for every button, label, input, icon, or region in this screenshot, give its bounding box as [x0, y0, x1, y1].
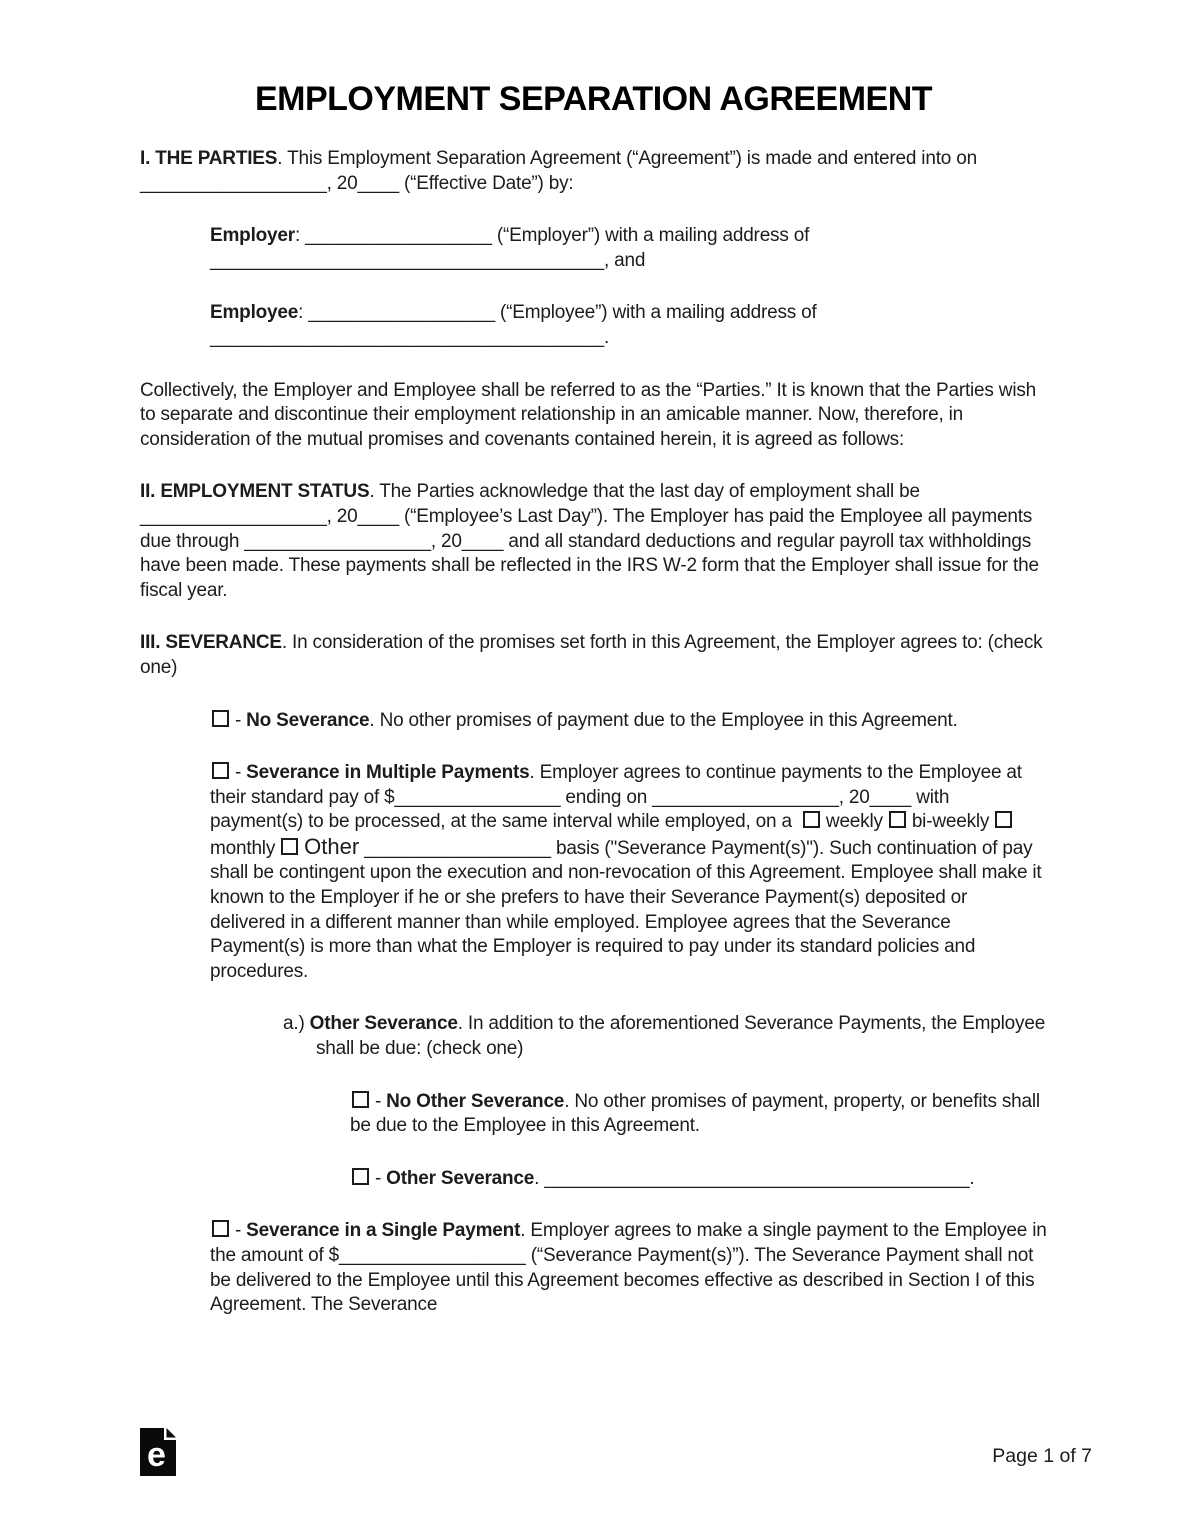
no-other-severance-label: No Other Severance: [386, 1090, 565, 1112]
other-severance-heading: Other Severance: [309, 1013, 458, 1035]
biweekly-label: bi-weekly: [911, 811, 990, 833]
no-severance-label: No Severance: [246, 709, 370, 731]
other-severance-prefix: a.): [283, 1013, 305, 1035]
section-severance-paragraph: [140, 631, 1047, 680]
checkbox-biweekly[interactable]: [889, 811, 906, 828]
weekly-label: weekly: [825, 811, 883, 833]
no-other-severance-body: . No other promises of payment, property, or benefits shall be due to the Employee in this Agreement.: [350, 1090, 1040, 1137]
single-payment-label: Severance in a Single Payment: [246, 1220, 521, 1242]
section-employment-status-paragraph: [140, 480, 1047, 603]
employee-text: : __________________ (“Employee”) with a mailing address of: [298, 302, 817, 324]
other-severance-blank: . _________________________________________.: [534, 1167, 975, 1189]
option-no-severance: [210, 709, 1047, 734]
employment-status-body: . The Parties acknowledge that the last day of employment shall be __________________, 20____ (“Employee’s Last Day”). The Employer has paid the Employee all payments due through __________________, 20____ and all standard deductions and regular payroll tax withholdings have been made. These payments shall be reflected in the IRS W-2 form that the Employer shall issue for the fiscal year.: [140, 481, 1039, 601]
employer-text: : __________________ (“Employer”) with a mailing address of: [295, 225, 810, 247]
no-severance-body: . No other promises of payment due to the Employee in this Agreement.: [369, 709, 958, 731]
option-dash: -: [235, 762, 242, 784]
employer-address-blank: ______________________________________, and: [210, 249, 646, 271]
subsection-other-severance: [283, 1012, 1047, 1061]
option-single-payment: [210, 1219, 1047, 1317]
checkbox-weekly[interactable]: [803, 811, 820, 828]
multiple-payments-body-1: . Employer agrees to continue payments to the Employee at their standard pay of $________________ ending on __________________, 20____ with payment(s) to be processed, at the same interval while employed, on a: [210, 762, 1022, 833]
employer-clause: [210, 224, 1047, 273]
employee-clause: [210, 301, 1047, 350]
section-parties-paragraph: [140, 147, 1047, 196]
option-multiple-payments: [210, 761, 1047, 984]
folded-corner-icon: [167, 1428, 177, 1438]
document-title: EMPLOYMENT SEPARATION AGREEMENT: [254, 80, 933, 118]
severance-body: . In consideration of the promises set forth in this Agreement, the Employer agrees to: (check one): [140, 632, 1043, 678]
checkbox-other-severance[interactable]: [352, 1168, 369, 1185]
section-parties-intro: . This Employment Separation Agreement (“Agreement”) is made and entered into on __________________, 20____ (“Effective Date”) by:: [140, 148, 977, 194]
other-frequency-blank: __________________: [359, 837, 551, 859]
other-severance-intro: . In addition to the aforementioned Severance Payments, the Employee shall be due: (check one): [316, 1013, 1046, 1060]
checkbox-monthly[interactable]: [995, 811, 1012, 828]
option-no-other-severance: [350, 1090, 1047, 1139]
checkbox-other-frequency[interactable]: [281, 838, 298, 855]
multiple-payments-label: Severance in Multiple Payments: [246, 762, 530, 784]
employment-status-heading: II. EMPLOYMENT STATUS: [140, 481, 370, 503]
other-severance-label: Other Severance: [386, 1167, 535, 1189]
option-dash: -: [375, 1167, 382, 1189]
eforms-logo: [140, 1428, 176, 1476]
option-dash: -: [235, 1220, 242, 1242]
employer-label: Employer: [210, 225, 295, 247]
option-dash: -: [375, 1090, 382, 1112]
section-parties-heading: I. THE PARTIES: [140, 148, 278, 169]
logo-letter: e: [147, 1436, 166, 1474]
single-payment-body: . Employer agrees to make a single payment to the Employee in the amount of $__________________ (“Severance Payment(s)”). The Severance Payment shall not be delivered to the Employee until this Agreement becomes effective as described in Section I of this Agreement. The Severance: [210, 1220, 1047, 1316]
page-indicator: Page 1 of 7: [992, 1445, 1092, 1467]
employee-address-blank: ______________________________________.: [210, 326, 610, 348]
option-other-severance: [350, 1167, 1047, 1192]
checkbox-multiple-payments[interactable]: [212, 762, 229, 779]
collectively-paragraph: Collectively, the Employer and Employee shall be referred to as the “Parties.” It is known that the Parties wish to separate and discontinue their employment relationship in an amicable manner. Now, therefore, in consideration of the mutual promises and covenants contained herein, it is agreed as follows:: [140, 379, 1037, 450]
option-dash: -: [235, 709, 242, 731]
severance-heading: III. SEVERANCE: [140, 632, 282, 654]
employee-label: Employee: [210, 302, 299, 324]
checkbox-no-other-severance[interactable]: [352, 1091, 369, 1108]
checkbox-single-payment[interactable]: [212, 1220, 229, 1237]
other-frequency-label: Other: [304, 833, 360, 859]
multiple-payments-body-2: basis ("Severance Payment(s)"). Such continuation of pay shall be contingent upon the execution and non-revocation of this Agreement. Employee shall make it known to the Employer if he or she prefers to have their Severance Payment(s) deposited or delivered in a different manner than while employed. Employee agrees that the Severance Payment(s) is more than what the Employer is required to pay under its standard policies and procedures.: [210, 837, 1042, 982]
monthly-label: monthly: [210, 837, 276, 859]
checkbox-no-severance[interactable]: [212, 710, 229, 727]
